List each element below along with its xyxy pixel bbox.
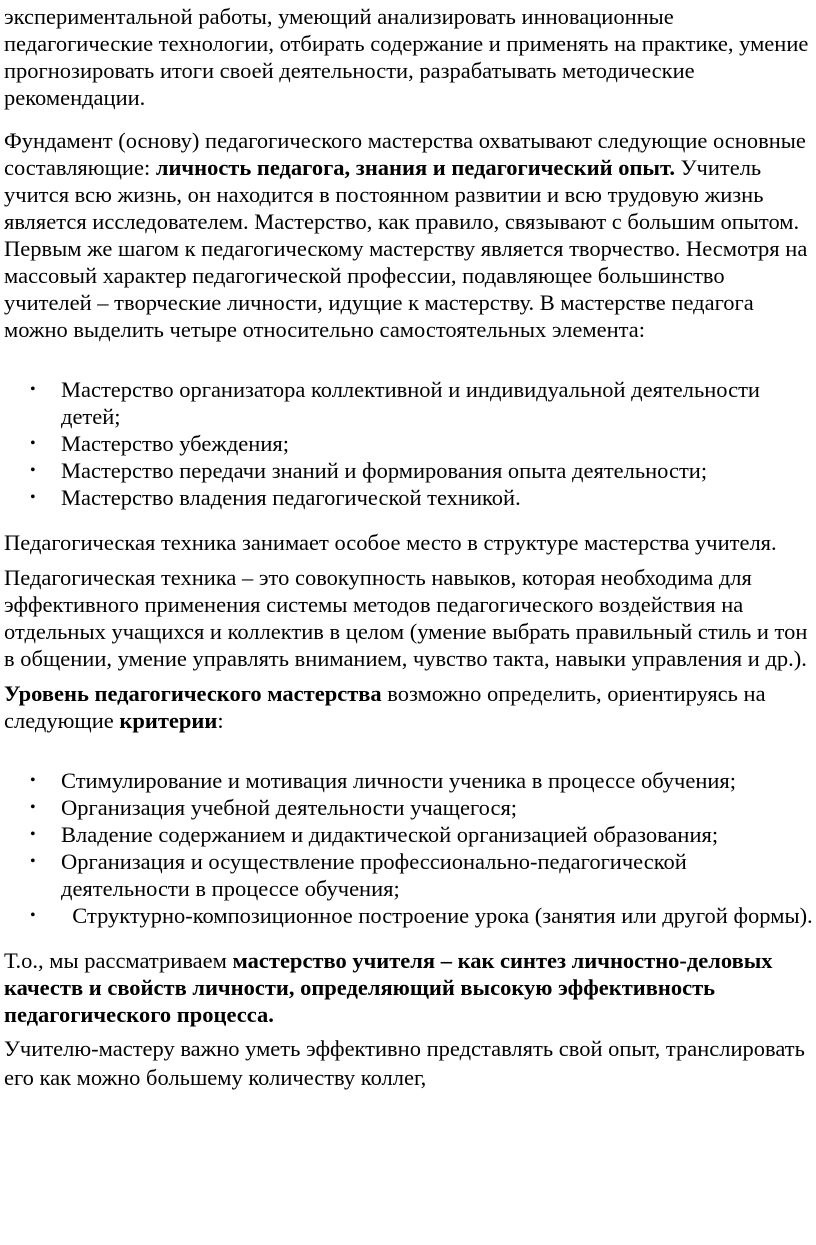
list-item — [4, 794, 816, 821]
criteria-bold-word: критерии — [119, 708, 218, 733]
criteria-text-end: : — [217, 708, 224, 733]
list-item — [4, 821, 816, 848]
list-item-text: Мастерство убеждения; — [61, 431, 289, 456]
list-item-text: Структурно-композиционное построение урока (занятия или другой формы). — [61, 903, 813, 928]
list-item-text: Мастерство владения педагогической техникой. — [61, 485, 521, 510]
bullet-icon: • — [30, 799, 36, 816]
paragraph-foundation — [4, 127, 816, 343]
criteria-bold-level: Уровень педагогического мастерства — [4, 681, 382, 706]
paragraph-conclusion — [4, 947, 816, 1028]
conclusion-text-pre: Т.о., мы рассматриваем — [4, 948, 233, 973]
list-item — [4, 484, 816, 511]
list-item-text: Мастерство организатора коллективной и индивидуальной деятельности детей; — [61, 377, 760, 429]
list-item — [4, 848, 816, 902]
bullet-icon: • — [30, 435, 36, 452]
paragraph-intro: экспериментальной работы, умеющий анализировать инновационные педагогические технологии, отбирать содержание и применять на практике, умение прогнозировать итоги своей деятельности, разрабатывать методические рекомендации. — [4, 4, 809, 110]
mastery-elements-list — [4, 376, 816, 511]
foundation-text-pre: Фундамент (основу) педагогического мастерства охватывают следующие основные составляющие: — [4, 128, 806, 180]
foundation-text-bold: личность педагога, знания и педагогический опыт. — [155, 155, 675, 180]
criteria-list — [4, 767, 816, 929]
paragraph-technique-definition: Педагогическая техника – это совокупность навыков, которая необходима для эффективного применения системы методов педагогического воздействия на отдельных учащихся и коллектив в целом (умение выбрать правильный стиль и тон в общении, умение управлять вниманием, чувство такта, навыки управления и др.). — [4, 565, 808, 671]
list-item — [4, 430, 816, 457]
foundation-text-post: Учитель учится всю жизнь, он находится в постоянном развитии и всю трудовую жизнь является исследователем. Мастерство, как правило, связывают с большим опытом. Первым же шагом к педагогическому мастерству является творчество. Несмотря на массовый характер педагогической профессии, подавляющее большинство учителей – творческие личности, идущие к мастерству. В мастерстве педагога можно выделить четыре относительно самостоятельных элемента: — [4, 155, 808, 342]
list-item-text: Мастерство передачи знаний и формирования опыта деятельности; — [61, 458, 708, 483]
document-page — [0, 3, 816, 1245]
list-item — [4, 457, 816, 484]
bullet-icon: • — [30, 853, 36, 870]
paragraph-technique-place: Педагогическая техника занимает особое место в структуре мастерства учителя. — [4, 530, 777, 555]
bullet-icon: • — [30, 907, 36, 924]
bullet-icon: • — [30, 462, 36, 479]
criteria-text-mid: возможно определить, ориентируясь на следующие — [4, 681, 766, 733]
list-item-text: Стимулирование и мотивация личности ученика в процессе обучения; — [61, 768, 737, 793]
list-item-text: Владение содержанием и дидактической организацией образования; — [61, 822, 719, 847]
bullet-icon: • — [30, 489, 36, 506]
bullet-icon: • — [30, 381, 36, 398]
paragraph-criteria-intro — [4, 680, 816, 734]
list-item-text: Организация и осуществление профессионально-педагогической деятельности в процессе обучения; — [61, 849, 687, 901]
bullet-icon: • — [30, 772, 36, 789]
list-item — [4, 902, 816, 929]
paragraph-master-experience: Учителю-мастеру важно уметь эффективно представлять свой опыт, транслировать его как можно большему количеству коллег, — [4, 1036, 805, 1090]
bullet-icon: • — [30, 826, 36, 843]
list-item — [4, 376, 816, 430]
list-item-text: Организация учебной деятельности учащегося; — [61, 795, 518, 820]
conclusion-text-bold: мастерство учителя – как синтез личностно-деловых качеств и свойств личности, определяющий высокую эффективность педагогического процесса. — [4, 948, 773, 1027]
list-item — [4, 767, 816, 794]
